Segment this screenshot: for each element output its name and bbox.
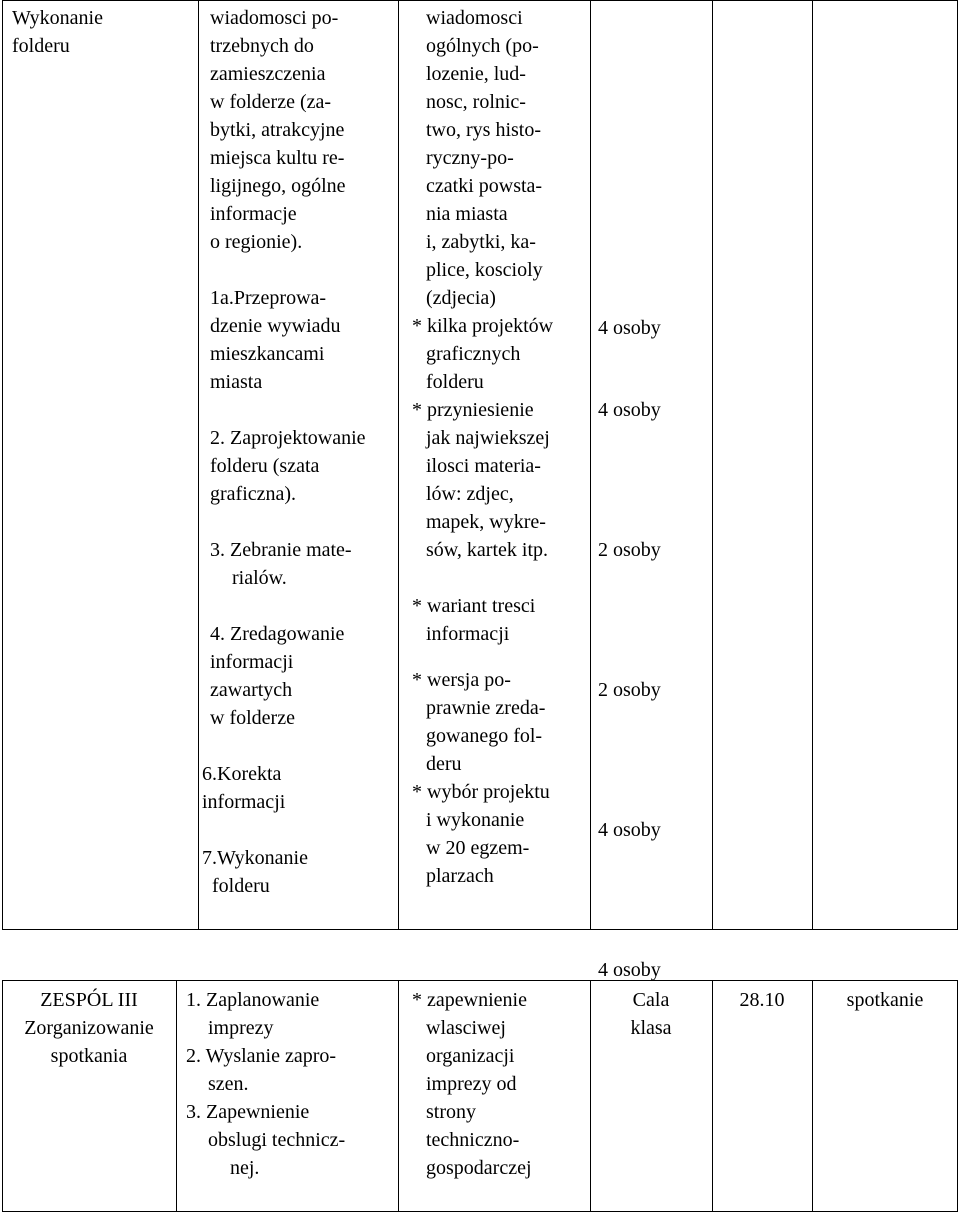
bullet-5-l2: i wykonanie — [426, 809, 525, 831]
details-intro-l4: nosc, rolnic- — [426, 91, 526, 113]
col-divider-5 — [812, 0, 813, 930]
step-1-l4: miasta — [210, 371, 263, 393]
col-divider-1 — [198, 0, 199, 930]
team-steps-l6: obslugi technicz- — [208, 1129, 346, 1151]
people-count-1: 4 osoby — [598, 317, 661, 339]
bullet-4-l4: deru — [426, 753, 462, 775]
details-intro-l6: ryczny-po- — [426, 147, 514, 169]
activities-intro-l8: informacje — [210, 203, 297, 225]
cell-task-title-l1: Wykonanie — [12, 7, 103, 29]
step-4-l1: 4. Zredagowanie — [210, 623, 345, 645]
step-7-l2: folderu — [212, 875, 270, 897]
step-2-l2: folderu (szata — [210, 455, 320, 477]
people-count-6: 4 osoby — [598, 959, 661, 981]
bullet-2-l1: * przyniesienie — [412, 399, 534, 421]
team-steps-l2: imprezy — [208, 1017, 274, 1039]
details-intro-l2: ogólnych (po- — [426, 35, 539, 57]
col-divider-1b — [176, 980, 177, 1212]
activities-intro-l6: miejsca kultu re- — [210, 147, 345, 169]
step-1-l3: mieszkancami — [210, 343, 325, 365]
team-steps-l3: 2. Wyslanie zapro- — [186, 1045, 337, 1067]
step-3-l2: rialów. — [232, 567, 287, 589]
col-divider-5b — [812, 980, 813, 1212]
team-details-l4: imprezy od — [426, 1073, 517, 1095]
team-details-l2: wlasciwej — [426, 1017, 506, 1039]
bullet-1-l1: * kilka projektów — [412, 315, 554, 337]
bullet-4-l1: * wersja po- — [412, 669, 511, 691]
col-divider-4 — [712, 0, 713, 930]
team-details-l5: strony — [426, 1101, 476, 1123]
bullet-1-l2: graficznych — [426, 343, 521, 365]
team-date: 28.10 — [739, 989, 785, 1011]
bullet-3-l2: informacji — [426, 623, 510, 645]
step-2-l1: 2. Zaprojektowanie — [210, 427, 366, 449]
cell-task-title-l2: folderu — [12, 35, 70, 57]
col-divider-2 — [398, 0, 399, 930]
col-divider-2b — [398, 980, 399, 1212]
activities-intro-l3: zamieszczenia — [210, 63, 326, 85]
activities-intro-l7: ligijnego, ogólne — [210, 175, 346, 197]
col-divider-3 — [590, 0, 591, 930]
step-6-l1: 6.Korekta — [202, 763, 282, 785]
col-divider-4b — [712, 980, 713, 1212]
team-name-l1: ZESPÓL III — [40, 989, 138, 1011]
details-intro-l5: two, rys histo- — [426, 119, 541, 141]
step-6-l2: informacji — [202, 791, 286, 813]
details-intro-l7: czatki powsta- — [426, 175, 543, 197]
details-intro-l3: lozenie, lud- — [426, 63, 526, 85]
step-4-l4: w folderze — [210, 707, 295, 729]
activities-intro-l5: bytki, atrakcyjne — [210, 119, 345, 141]
people-count-4: 2 osoby — [598, 679, 661, 701]
activities-intro-l4: w folderze (za- — [210, 91, 332, 113]
step-1-l1: 1a.Przeprowa- — [210, 287, 327, 309]
bullet-2-l3: ilosci materia- — [426, 455, 541, 477]
activities-intro-l9: o regionie). — [210, 231, 303, 253]
bullet-2-l6: sów, kartek itp. — [426, 539, 549, 561]
bullet-4-l2: prawnie zreda- — [426, 697, 546, 719]
team-details-l7: gospodarczej — [426, 1157, 532, 1179]
activities-intro-l1: wiadomosci po- — [210, 7, 339, 29]
people-count-3: 2 osoby — [598, 539, 661, 561]
bullet-5-l4: plarzach — [426, 865, 494, 887]
details-intro-l9: i, zabytki, ka- — [426, 231, 536, 253]
people-count-5: 4 osoby — [598, 819, 661, 841]
bullet-2-l5: mapek, wykre- — [426, 511, 546, 533]
team-steps-l1: 1. Zaplanowanie — [186, 989, 320, 1011]
team-form: spotkanie — [846, 989, 924, 1011]
step-3-l1: 3. Zebranie mate- — [210, 539, 352, 561]
team-name-l3: spotkania — [50, 1045, 128, 1067]
bullet-2-l2: jak najwiekszej — [426, 427, 550, 449]
team-details-l1: * zapewnienie — [412, 989, 527, 1011]
details-intro-l11: (zdjecia) — [426, 287, 496, 309]
team-steps-l4: szen. — [208, 1073, 249, 1095]
team-steps-l5: 3. Zapewnienie — [186, 1101, 310, 1123]
details-intro-l8: nia miasta — [426, 203, 508, 225]
people-count-2: 4 osoby — [598, 399, 661, 421]
activities-intro-l2: trzebnych do — [210, 35, 314, 57]
team-people-l1: Cala — [632, 989, 670, 1011]
details-intro-l10: plice, koscioly — [426, 259, 543, 281]
step-4-l2: informacji — [210, 651, 294, 673]
bullet-1-l3: folderu — [426, 371, 484, 393]
team-steps-l7: nej. — [230, 1157, 260, 1179]
bullet-2-l4: lów: zdjec, — [426, 483, 514, 505]
step-4-l3: zawartych — [210, 679, 293, 701]
bullet-5-l3: w 20 egzem- — [426, 837, 530, 859]
bullet-5-l1: * wybór projektu — [412, 781, 550, 803]
team-name-l2: Zorganizowanie — [24, 1017, 154, 1039]
step-7-l1: 7.Wykonanie — [202, 847, 308, 869]
step-2-l3: graficzna). — [210, 483, 297, 505]
team-people-l2: klasa — [630, 1017, 672, 1039]
details-intro-l1: wiadomosci — [426, 7, 523, 29]
team-details-l3: organizacji — [426, 1045, 515, 1067]
bullet-3-l1: * wariant tresci — [412, 595, 536, 617]
team-details-l6: techniczno- — [426, 1129, 520, 1151]
bullet-4-l3: gowanego fol- — [426, 725, 543, 747]
step-1-l2: dzenie wywiadu — [210, 315, 341, 337]
